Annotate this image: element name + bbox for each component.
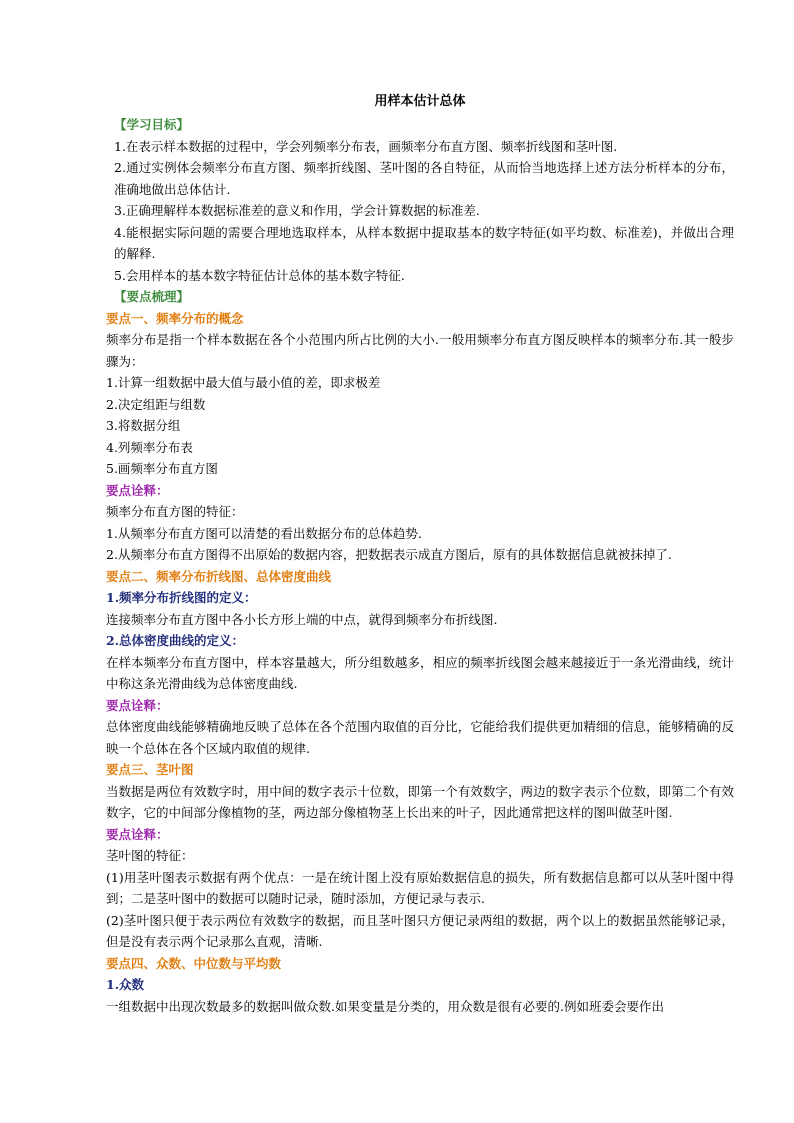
point4-heading: 要点四、众数、中位数与平均数 (106, 955, 282, 971)
point1-note-intro: 频率分布直方图的特征： (106, 504, 244, 519)
point1-heading: 要点一、频率分布的概念 (106, 310, 244, 326)
goal-item: 2.通过实例体会频率分布直方图、频率折线图、茎叶图的各自特征，从而恰当地选择上述方法分析样本的分布，准确地做出总体估计. (114, 160, 734, 197)
key-points-heading: 【要点梳理】 (114, 289, 190, 304)
point1-intro: 频率分布是指一个样本数据在各个小范围内所占比例的大小.一般用频率分布直方图反映样本的频率分布.其一般步骤为： (106, 332, 734, 369)
goal-item: 1.在表示样本数据的过程中，学会列频率分布表，画频率分布直方图、频率折线图和茎叶图. (114, 138, 618, 154)
goal-item: 5.会用样本的基本数字特征估计总体的基本数字特征. (114, 267, 405, 283)
learning-goals-heading: 【学习目标】 (114, 117, 190, 132)
point2-sub1-text: 连接频率分布直方图中各小长方形上端的中点，就得到频率分布折线图. (106, 611, 498, 627)
point2-sub1-heading: 1.频率分布折线图的定义： (106, 590, 257, 605)
goal-item: 3.正确理解样本数据标准差的意义和作用，学会计算数据的标准差. (114, 203, 480, 218)
point1-step: 1.计算一组数据中最大值与最小值的差，即求极差 (106, 375, 381, 390)
point3-text: 当数据是两位有效数字时，用中间的数字表示十位数，即第一个有效数字，两边的数字表示个位数，即第二个有效数字，它的中间部分像植物的茎，两边部分像植物茎上长出来的叶子，因此通常把这样的图叫做茎叶图. (106, 783, 734, 820)
point3-note-heading: 要点诠释： (106, 826, 169, 842)
point2-sub2-heading: 2.总体密度曲线的定义： (106, 633, 245, 648)
point3-note-item: (1)用茎叶图表示数据有两个优点：一是在统计图上没有原始数据信息的损失，所有数据信息都可以从茎叶图中得到；二是茎叶图中的数据可以随时记录，随时添加，方便记录与表示. (106, 869, 734, 906)
point3-note-item: (2)茎叶图只便于表示两位有效数字的数据，而且茎叶图只方便记录两组的数据，两个以上的数据虽然能够记录，但是没有表示两个记录那么直观，清晰. (106, 912, 734, 949)
point4-sub1-heading: 1.众数 (106, 977, 145, 992)
document-title: 用样本估计总体 (374, 94, 466, 109)
point2-heading: 要点二、频率分布折线图、总体密度曲线 (106, 568, 332, 584)
point1-step: 2.决定组距与组数 (106, 396, 206, 412)
point3-note-intro: 茎叶图的特征： (106, 848, 194, 863)
point1-step: 4.列频率分布表 (106, 439, 193, 455)
point2-note-heading: 要点诠释： (106, 697, 169, 713)
point4-sub1-text: 一组数据中出现次数最多的数据叫做众数.如果变量是分类的，用众数是很有必要的.例如班委会要作出 (106, 998, 664, 1014)
point1-note-heading: 要点诠释： (106, 482, 169, 498)
point2-note-text: 总体密度曲线能够精确地反映了总体在各个范围内取值的百分比，它能给我们提供更加精细的信息，能够精确的反映一个总体在各个区域内取值的规律. (106, 719, 734, 756)
point1-step: 5.画频率分布直方图 (106, 461, 218, 476)
point2-sub2-text: 在样本频率分布直方图中，样本容量越大，所分组数越多，相应的频率折线图会越来越接近于一条光滑曲线，统计中称这条光滑曲线为总体密度曲线. (106, 654, 734, 691)
point1-step: 3.将数据分组 (106, 418, 181, 433)
goal-item: 4.能根据实际问题的需要合理地选取样本，从样本数据中提取基本的数字特征(如平均数、标准差)，并做出合理的解释. (114, 224, 734, 261)
point1-note-item: 2.从频率分布直方图得不出原始的数据内容，把数据表示成直方图后，原有的具体数据信息就被抹掉了. (106, 547, 672, 562)
point1-note-item: 1.从频率分布直方图可以清楚的看出数据分布的总体趋势. (106, 525, 422, 541)
document-page (106, 92, 734, 1017)
point3-heading: 要点三、茎叶图 (106, 762, 194, 777)
